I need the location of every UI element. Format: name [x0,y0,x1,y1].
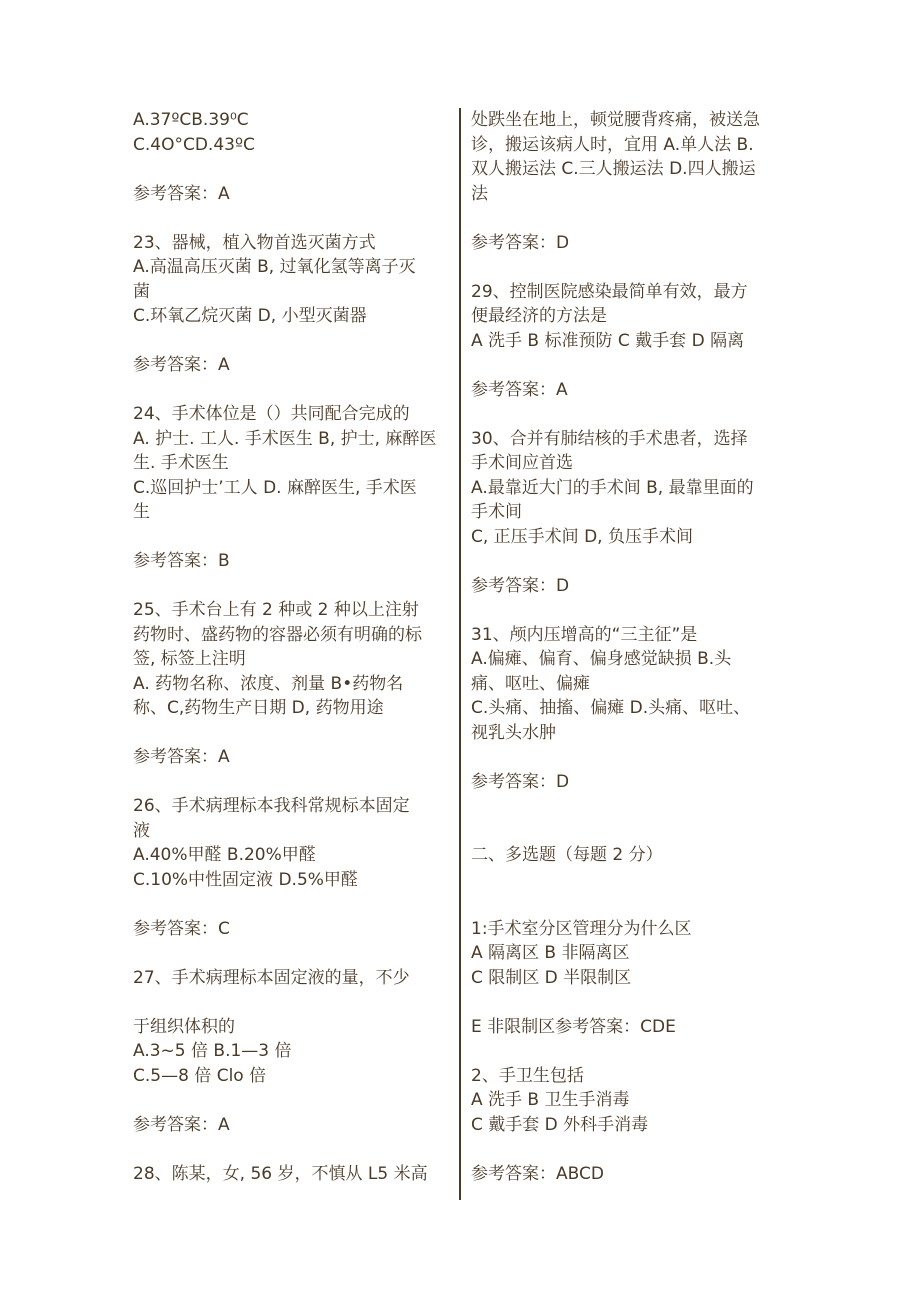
text-line: A 洗手 B 卫生手消毒 [471,1090,630,1110]
answer-line: 参考答案：ABCD [471,1163,604,1184]
text-line: A.高温高压灭菌 B, 过氧化氢等离子灭 [133,257,416,277]
question-29: 29、控制医院感染最简单有效，最方 [471,281,748,302]
text-line: 手术间应首选 [471,453,573,473]
column-divider [459,108,461,1200]
left-column [133,108,451,1186]
text-line: 处跌坐在地上，顿觉腰背疼痛，被送急 [471,110,760,130]
text-line: 签, 标签上注明 [133,649,246,669]
text-line: 便最经济的方法是 [471,306,607,326]
text-line: A.3~5 倍 B.1—3 倍 [133,1041,292,1061]
answer-line: 参考答案：A [133,1114,230,1135]
text-line: 手术间 [471,502,522,522]
text-line: A.偏瘫、偏育、偏身感觉缺损 B.头 [471,649,732,669]
question-1: 1:手术室分区管理分为什么区 [471,918,692,939]
text-line: 称、C,药物生产日期 D, 药物用途 [133,698,384,718]
text-line: 痛、呕吐、偏瘫 [471,673,590,694]
text-line: 诊，搬运该病人时，宜用 A.单人法 B. [471,134,754,155]
answer-line: 参考答案：B [133,551,230,571]
text-line: C.巡回护士’工人 D. 麻醉医生, 手术医 [133,477,417,498]
answer-line: E 非限制区参考答案：CDE [471,1016,676,1037]
text-line: 视乳头水肿 [471,722,556,743]
text-line: 双人搬运法 C.三人搬运法 D.四人搬运 [471,159,756,179]
text-line: A 隔离区 B 非隔离区 [471,943,630,963]
section-heading: 二、多选题（每题 2 分） [471,845,663,865]
text-line: A.40%甲醛 B.20%甲醛 [133,845,316,865]
question-27: 27、手术病理标本固定液的量，不少 [133,967,410,988]
question-2: 2、手卫生包括 [471,1065,584,1086]
text-line: C 限制区 D 半限制区 [471,967,632,988]
text-line: 法 [471,183,488,204]
answer-line: 参考答案：A [471,379,568,400]
answer-line: 参考答案：A [133,355,230,375]
text-line: A.最靠近大门的手术间 B, 最靠里面的 [471,477,754,498]
text-line: A. 药物名称、浓度、剂量 B•药物名 [133,673,404,694]
text-line: 菌 [133,281,150,302]
question-25: 25、手术台上有 2 种或 2 种以上注射 [133,600,419,620]
text-line: A 洗手 B 标准预防 C 戴手套 D 隔离 [471,330,745,351]
answer-line: 参考答案：D [471,771,570,792]
text-line: C.10%中性固定液 D.5%甲醛 [133,869,358,890]
text-line: 液 [133,820,150,841]
answer-line: 参考答案：D [471,232,570,253]
question-28: 28、陈某，女, 56 岁，不慎从 L5 米高 [133,1163,428,1184]
text-line: 生. 手术医生 [133,453,229,473]
answer-line: 参考答案：D [471,575,570,596]
question-24: 24、手术体位是（）共同配合完成的 [133,404,410,424]
question-30: 30、合并有肺结核的手术患者，选择 [471,428,748,449]
question-26: 26、手术病理标本我科常规标本固定 [133,796,410,816]
text-line: C, 正压手术间 D, 负压手术间 [471,526,693,547]
answer-line: 参考答案：A [133,747,230,767]
text-line: C.环氧乙烷灭菌 D, 小型灭菌器 [133,306,367,326]
text-line: 药物时、盛药物的容器必须有明确的标 [133,624,422,645]
question-31: 31、颅内压增高的“三主征”是 [471,624,698,645]
text-line: A.37ºCB.39⁰C [133,110,249,130]
text-line: C.5—8 倍 Clo 倍 [133,1065,267,1086]
text-line: C.4O°CD.43ºC [133,134,255,155]
text-line: C.头痛、抽搐、偏瘫 D.头痛、呕吐、 [471,698,751,718]
question-23: 23、器械，植入物首选灭菌方式 [133,232,376,253]
answer-line: 参考答案：C [133,918,230,939]
text-line: C 戴手套 D 外科手消毒 [471,1114,649,1135]
text-line: 生 [133,502,150,522]
text-line: 于组织体积的 [133,1016,235,1037]
text-line: A. 护士. 工人. 手术医生 B, 护士, 麻醉医 [133,428,437,449]
right-column [471,108,793,1186]
answer-line: 参考答案：A [133,183,230,204]
